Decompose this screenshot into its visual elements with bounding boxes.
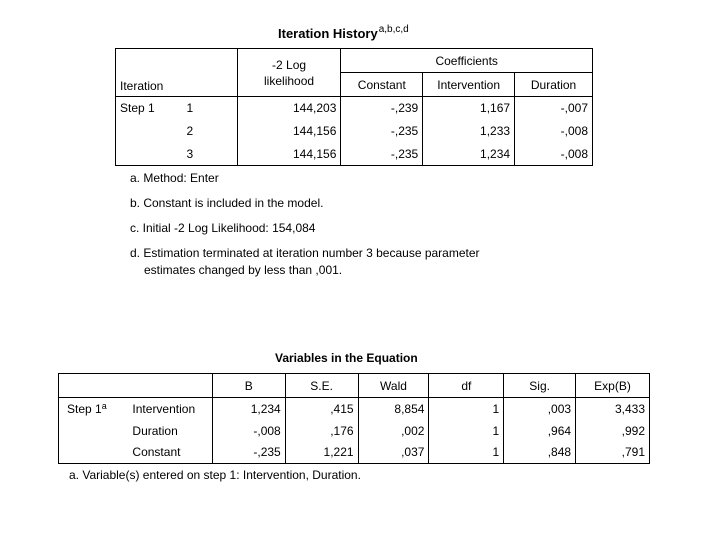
variables-equation-panel	[55, 344, 655, 492]
b-value: -,235	[212, 442, 285, 464]
step-label: Step 1$^a$	[59, 398, 129, 420]
footnote-b: b. Constant is included in the model.	[130, 196, 324, 210]
duration-value: -,008	[515, 143, 593, 166]
iteration-number: 3	[172, 143, 237, 166]
constant-value: -,235	[341, 120, 423, 143]
footnote-c: c. Initial -2 Log Likelihood: 154,084	[130, 221, 316, 235]
sig-value: ,964	[504, 420, 576, 442]
duration-value: -,008	[515, 120, 593, 143]
wald-value: ,037	[358, 442, 429, 464]
b-value: 1,234	[212, 398, 285, 420]
table-row	[59, 398, 650, 420]
footnote-d-line1: d. Estimation terminated at iteration number 3 because parameter	[130, 246, 480, 260]
constant-value: -,235	[341, 143, 423, 166]
header-blank	[172, 49, 237, 97]
step-label: Step 1	[116, 97, 173, 120]
expb-value: ,992	[576, 420, 650, 442]
footnote-a: a. Variable(s) entered on step 1: Intervention, Duration.	[69, 468, 361, 482]
neg2ll-value: 144,203	[237, 97, 341, 120]
iteration-history-title-superscript: a,b,c,d	[378, 24, 409, 35]
table-row	[59, 420, 650, 442]
footnote-d-line2: estimates changed by less than ,001.	[144, 263, 343, 277]
intervention-value: 1,233	[423, 120, 515, 143]
df-value: 1	[429, 398, 504, 420]
sig-value: ,003	[504, 398, 576, 420]
header-b: B	[212, 374, 285, 398]
table-row	[59, 442, 650, 464]
iteration-number: 2	[172, 120, 237, 143]
header-intervention: Intervention	[423, 73, 515, 97]
variable-name: Intervention	[128, 398, 212, 420]
table-header-row	[59, 374, 650, 398]
se-value: ,415	[285, 398, 358, 420]
header-coefficients: Coefficients	[341, 49, 593, 73]
footnote-a: a. Method: Enter	[130, 171, 219, 185]
wald-value: 8,854	[358, 398, 429, 420]
iteration-history-title	[278, 24, 409, 41]
step-label-blank	[116, 120, 173, 143]
variable-name: Duration	[128, 420, 212, 442]
se-value: 1,221	[285, 442, 358, 464]
se-value: ,176	[285, 420, 358, 442]
iteration-history-table	[115, 48, 593, 166]
iteration-history-title-text: Iteration History	[278, 26, 378, 41]
duration-value: -,007	[515, 97, 593, 120]
header-blank	[128, 374, 212, 398]
expb-value: 3,433	[576, 398, 650, 420]
variable-name: Constant	[128, 442, 212, 464]
step-label-blank	[59, 442, 129, 464]
header-iteration: Iteration	[116, 49, 173, 97]
table-row	[116, 120, 593, 143]
header-duration: Duration	[515, 73, 593, 97]
step-label-blank	[59, 420, 129, 442]
intervention-value: 1,234	[423, 143, 515, 166]
table-row	[116, 143, 593, 166]
header-expb: Exp(B)	[576, 374, 650, 398]
header-wald: Wald	[358, 374, 429, 398]
df-value: 1	[429, 420, 504, 442]
intervention-value: 1,167	[423, 97, 515, 120]
neg2ll-value: 144,156	[237, 143, 341, 166]
sig-value: ,848	[504, 442, 576, 464]
header-sig: Sig.	[504, 374, 576, 398]
expb-value: ,791	[576, 442, 650, 464]
table-header-row	[116, 49, 593, 73]
constant-value: -,239	[341, 97, 423, 120]
step-label-blank	[116, 143, 173, 166]
variables-equation-table	[58, 373, 650, 464]
header-df: df	[429, 374, 504, 398]
iteration-number: 1	[172, 97, 237, 120]
b-value: -,008	[212, 420, 285, 442]
variables-equation-title: Variables in the Equation	[275, 351, 418, 365]
table-row	[116, 97, 593, 120]
wald-value: ,002	[358, 420, 429, 442]
header-constant: Constant	[341, 73, 423, 97]
df-value: 1	[429, 442, 504, 464]
iteration-history-panel	[110, 14, 600, 288]
header-se: S.E.	[285, 374, 358, 398]
header-blank	[59, 374, 129, 398]
header-neg2ll: -2 Log likelihood	[237, 49, 341, 97]
neg2ll-value: 144,156	[237, 120, 341, 143]
